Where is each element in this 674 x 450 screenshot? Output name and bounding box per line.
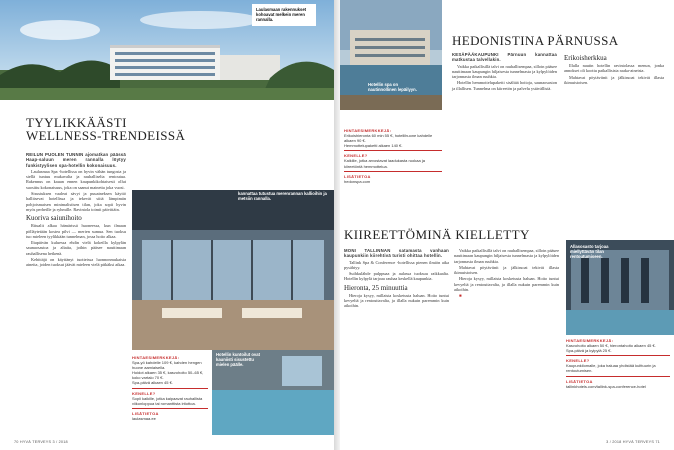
paragraph: Kehittäjä on käyttänyt tuotteissa luonnonmukaisia aineita, joiden tuoksut jäävät mieleen vielä pitkäksi aikaa. xyxy=(26,257,126,268)
page-folio: 70 HYVÄ TERVEYS 3 / 2018 xyxy=(14,440,68,444)
photo-caption: Allasosasto tarjoaa miellyttävän tilan rentoutumiseen. xyxy=(570,244,609,260)
info-heading: HINTAESIMERKKEJÄ: xyxy=(566,338,614,343)
paragraph: Suihkulähde pulppuaa ja aulassa tuoksuu raikkaalta. Hotellin kylpylä tarjoaa rauhaa keskellä kaupunkia. xyxy=(344,271,449,282)
paragraph: Laulasmaa Spa -hotellissa on hyvin vähän tungosta ja siellä tuntuu mukavalta ja rauhalliselta rentoutua. Rakennus on kauan ennen kaupunkikohtaisesti ollut suosittu kokonaisuus, joka on saanut mainetta joka vuosi. xyxy=(26,168,126,190)
article-title xyxy=(26,116,185,142)
article-title: KIIREETTÖMINÄ KIELLETTY xyxy=(344,227,530,242)
paragraph: Mahtavat pöytäviinit ja jälkiruoat tekivät illasta ikimuistoisen. xyxy=(564,74,664,85)
info-heading: LISÄTIETOA xyxy=(132,410,159,416)
subheading: Kuoriva saiunihoito xyxy=(26,214,82,223)
photo-caption: Laulasmaan rakennukset kohoavat melkein meren rannalla. xyxy=(252,4,316,26)
info-line: Sopii kaikille, jotka kaipaavat rauhallista viikonloppua tai romanttista irtiottoa. xyxy=(132,395,203,406)
info-line: Hemmottelupaketti alkaen 140 €. xyxy=(344,143,403,149)
photo-hedon-spa xyxy=(340,0,442,110)
paragraph: Iltapäivän kuluessa ehdin vielä kokeilla kylpylän saunaosastoa ja altaita, joihin pääsee nauttimaan rauhallisena hetkenä. xyxy=(26,240,126,256)
left-page xyxy=(0,0,334,450)
text-column xyxy=(26,152,126,437)
paragraph: Illalla nautin hotellin ravintolassa menun, jonka annokset oli koottu paikallisista raaka-aineista. xyxy=(564,63,664,74)
info-link[interactable]: tallinkhotels.com/tallink-spa-conference-hotel xyxy=(566,383,646,389)
paragraph: Vaikka paikallisillä talvi on rauhallisempaa, silloin pääsee nauttimaan kaupungin hiljaisesta tunnelmasta ja kylpylöiden tarjonnasta ilman ruuhkia. xyxy=(452,63,557,80)
info-heading: LISÄTIETOA xyxy=(344,173,371,179)
photo-caption: Askeltäin suoritu Laulasmaan ollessasi kannattaa tutustua merenrannan kallioihin ja metsiin rannalla. xyxy=(238,186,327,202)
text-column xyxy=(454,248,559,438)
paragraph: Ritualit alkaa hämärissä huoneessa, kun ilmaan pölläytetään kostea pilvi — merien sumua. Sen tuoksu tuo mieleen tyylikkään tunnelman, jossa hoito alkaa. xyxy=(26,223,126,239)
title-line: TYYLIKKÄÄSTI xyxy=(26,115,127,130)
paragraph: Mahtavat pöytäviinit ja jälkiruoat tekivät illasta ikimuistoisen. xyxy=(454,264,559,276)
paragraph: Sisustuksen vaaleat sävyt ja puuaineksen käyttö hallitsevat hotellissa ja tekevät siitä lämpimän pohjoismaisen minimalistisen tilan, joka sopii hyvin myös perheille ja ryhmille. Ravintola toimii päivittäin. xyxy=(26,191,126,212)
lead-paragraph: KESÄPÄÄKAUPUNKI Pärnuun kannattaa matkustaa talvellakin. xyxy=(452,52,557,63)
info-box xyxy=(132,355,208,421)
title-line: WELLNESS-TRENDEISSÄ xyxy=(26,128,186,143)
info-line: Erikoishieronta 60 min 55 €, hotellihuone kahdelle alkaen 90 €. xyxy=(344,133,433,144)
subheading: Hieronta, 25 minuuttia xyxy=(344,283,408,292)
text-column xyxy=(564,52,664,222)
photo-caption: Hotellin spa on nautinnollinen lepäilyyn. xyxy=(368,82,417,93)
info-heading: HINTAESIMERKKEJÄ: xyxy=(344,128,392,133)
info-box xyxy=(344,128,442,184)
text-column xyxy=(452,52,557,252)
info-line: Kaupunkilomalle, joka haluaa yhdistää kulttuurin ja rentoutumisen. xyxy=(566,363,656,374)
paragraph: Hieroja kysyy, millaista kosketusta haluan. Hoito tuntui kevyeltä ja rentouttavalta, ja illalla nukuin paremmin kuin aikoihin. xyxy=(344,292,449,309)
info-line: Spa-päivä ja kylpylä 25 €. xyxy=(566,348,612,354)
info-line: Kaikille, jotka arvostavat laadukasta ruokaa ja kiireetöntä hemmottelua. xyxy=(344,158,425,169)
info-heading: HINTAESIMERKKEJÄ: xyxy=(132,355,180,360)
info-line: Hoidot alkaen 35 €, kasvohoito 50–65 €, koko vartalo 70 €. xyxy=(132,370,204,381)
subheading: Erikoisherkkua xyxy=(564,54,607,62)
info-heading: KENELLE? xyxy=(344,153,368,159)
lead-paragraph: REILUN PUOLEN TUNNIN ajomatkan päässä Haap-saluun meren rannalla löytyy funkistyylisen spa-hotellin kokonaisuus. xyxy=(26,152,126,168)
text-column xyxy=(344,248,449,438)
info-heading: KENELLE? xyxy=(566,358,590,364)
info-line: Kasvohoito alkaen 50 €, hierontahoito alkaen 45 €. xyxy=(566,343,656,349)
info-link[interactable]: hedonspa.com xyxy=(344,178,371,184)
right-page xyxy=(340,0,674,450)
photo-caption: Hotellin kuntoilut ovat kauniisti sisustettu mielen päälle. xyxy=(216,352,260,368)
photo-interior xyxy=(132,190,334,350)
info-line: Spa-yö kahdelle 109 €, kahden hengen huone aamiaisella. xyxy=(132,360,202,371)
info-box xyxy=(566,338,670,389)
info-link[interactable]: laulasmaa.ee xyxy=(132,415,156,421)
page-folio: 3 / 2018 HYVÄ TERVEYS 71 xyxy=(606,440,660,444)
info-line: Spa-päivä alkaen 45 €. xyxy=(132,380,173,386)
info-heading: KENELLE? xyxy=(132,390,156,396)
paragraph: Hieroja kysyy, millaista kosketusta haluan. Hoito tuntui kevyeltä ja rentouttavalta, ja illalla nukuin paremmin kuin aikoihin. xyxy=(454,276,559,293)
paragraph: Vaikka paikallisillä talvi on rauhallisempaa, silloin pääsee nauttimaan kaupungin hiljaisesta tunnelmasta ja kylpylöiden tarjonnasta ilman ruuhkia. xyxy=(454,248,559,264)
end-mark: ■ xyxy=(459,293,462,299)
paragraph: Hotellin hemmottelupaketti sisältää hoitoja, saunaosaston ja illallisen. Tunnelma on kiireetön ja palvelu ystävällistä. xyxy=(452,80,557,91)
paragraph: Tallink Spa & Conference -hotellissa pienen ilmiön aika pysähtyy. xyxy=(344,259,449,270)
article-title: HEDONISTINA PÄRNUSSA xyxy=(452,33,619,48)
info-heading: LISÄTIETOA xyxy=(566,378,593,384)
lead-paragraph: MONI TALLINNAN satamasta vanhaan kaupunkiin kiirehtivä turisti ohittaa hotellin. xyxy=(344,248,449,259)
